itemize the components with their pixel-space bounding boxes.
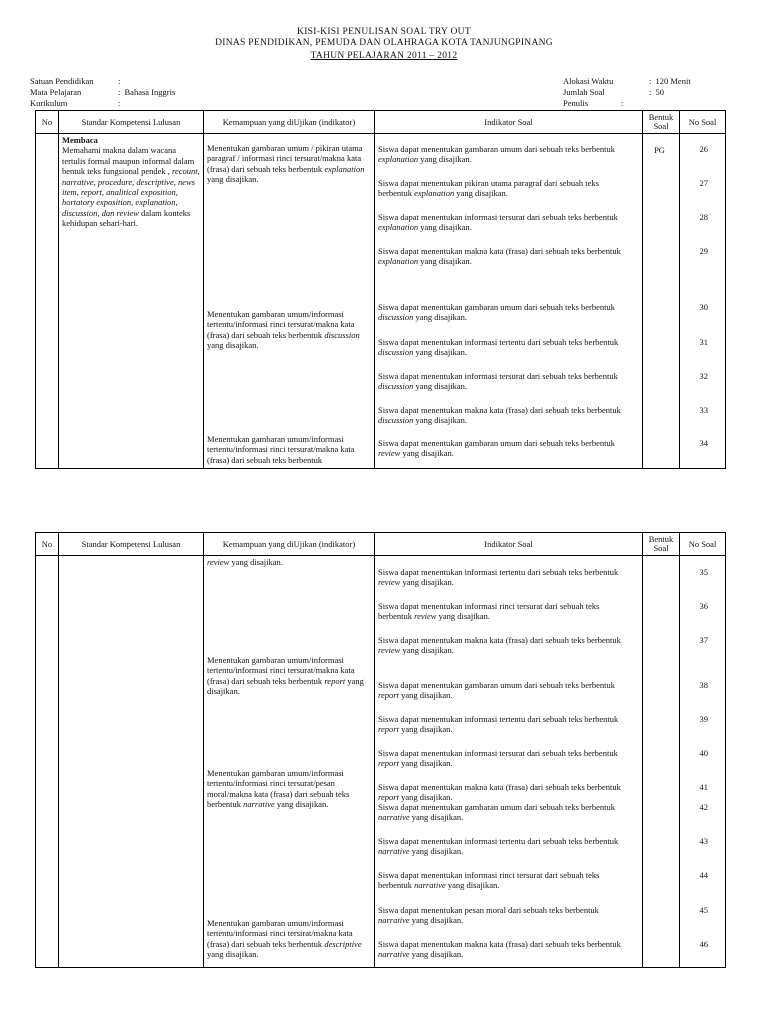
skl-text-a: Memahami makna dalam wacana tertulis formal maupun informal dalam bentuk teks fungsional pendek , — [62, 145, 195, 177]
meta-value: 120 Menit — [655, 76, 691, 86]
skl-text-b: dalam konteks kehidupan sehari-hari. — [62, 207, 191, 229]
no-soal-value: 43 — [699, 836, 708, 846]
indikator-genre: review — [378, 645, 401, 656]
kemampuan-genre: explanation — [324, 163, 365, 174]
kisi-table-2 — [35, 532, 726, 968]
indikator-row — [378, 371, 628, 392]
kemampuan-review — [207, 434, 371, 465]
no-soal-value: 34 — [699, 438, 708, 448]
indikator-row — [378, 680, 628, 701]
meta-satuan: Satuan Pendidikan : — [30, 76, 121, 86]
kemampuan-text: Menentukan gambaran umum/informasi tertentu/informasi rinci tersurat/makna kata (frasa) dari sebuah teks berbentuk — [207, 655, 355, 686]
indikator-text: yang disajikan. — [398, 758, 453, 769]
indikator-genre: report — [378, 792, 399, 803]
kemampuan-genre: discussion — [324, 329, 360, 340]
header-no: No — [41, 116, 53, 127]
kemampuan-text: yang disajikan. — [207, 174, 259, 185]
bentuk-soal-value: PG — [654, 145, 665, 155]
header-kemampuan: Kemampuan yang diUjikan (indikator) — [222, 538, 356, 549]
indikator-row — [378, 802, 628, 823]
indikator-text: Siswa dapat menentukan pesan moral dari sebuah teks berbentuk — [378, 905, 599, 915]
indikator-genre: discussion — [378, 347, 414, 358]
no-soal-value: 40 — [699, 748, 708, 758]
indikator-text: Siswa dapat menentukan informasi tersurat dari sebuah teks berbentuk — [378, 371, 618, 381]
indikator-text: yang disajikan. — [436, 611, 491, 622]
indikator-text: Siswa dapat menentukan informasi tersurat dari sebuah teks berbentuk — [378, 748, 618, 758]
indikator-row — [378, 144, 628, 165]
indikator-text: Siswa dapat menentukan makna kata (frasa) dari sebuah teks berbentuk — [378, 635, 621, 645]
no-soal-value: 35 — [699, 567, 708, 577]
indikator-genre: review — [378, 577, 401, 588]
header-no-soal: No Soal — [688, 116, 717, 127]
kemampuan-text: Menentukan gambaran umum/informasi tertentu/informasi rinci tersirat/makna kata (frasa) dari sebuah teks berbentuk — [207, 918, 353, 949]
no-soal-value: 28 — [699, 212, 708, 222]
no-soal-value: 42 — [699, 802, 708, 812]
indikator-text: Siswa dapat menentukan informasi tersurat dari sebuah teks berbentuk — [378, 212, 618, 222]
indikator-genre: report — [378, 690, 399, 701]
no-soal-value: 37 — [699, 635, 708, 645]
indikator-row — [378, 836, 628, 857]
indikator-genre: narrative — [378, 812, 410, 823]
indikator-text: yang disajikan. — [409, 846, 464, 857]
indikator-row — [378, 714, 628, 735]
kemampuan-genre: review — [207, 557, 230, 567]
indikator-genre: explanation — [378, 154, 419, 165]
indikator-text: yang disajikan. — [413, 312, 468, 323]
meta-jumlah: Jumlah Soal : 50 — [563, 87, 664, 97]
no-soal-value: 41 — [699, 782, 708, 792]
indikator-text: yang disajikan. — [413, 415, 468, 426]
kemampuan-text: yang disajikan. — [207, 949, 259, 960]
indikator-row — [378, 870, 628, 891]
kemampuan-text: yang disajikan. — [229, 557, 283, 567]
indikator-genre: review — [378, 448, 401, 459]
meta-label: Jumlah Soal — [563, 87, 605, 97]
meta-value: 50 — [655, 87, 664, 97]
indikator-text: yang disajikan. — [413, 381, 468, 392]
header-bentuk: Bentuk Soal — [648, 534, 674, 553]
indikator-row — [378, 438, 628, 459]
kemampuan-narrative — [207, 768, 371, 810]
meta-kurikulum: Kurikulum : — [30, 98, 121, 108]
no-soal-value: 38 — [699, 680, 708, 690]
indikator-row — [378, 178, 628, 199]
indikator-genre: explanation — [378, 256, 419, 267]
meta-penulis: Penulis : — [563, 98, 624, 108]
kisi-table-1 — [35, 110, 726, 469]
indikator-text: yang disajikan. — [400, 577, 454, 588]
indikator-row — [378, 905, 628, 926]
indikator-text: yang disajikan. — [409, 915, 464, 926]
doc-title-line1: KISI-KISI PENULISAN SOAL TRY OUT — [297, 27, 471, 37]
meta-label: Mata Pelajaran — [30, 87, 82, 97]
no-soal-value: 36 — [699, 601, 708, 611]
indikator-text: yang disajikan. — [398, 690, 453, 701]
indikator-text: yang disajikan. — [413, 347, 468, 358]
indikator-text: yang disajikan. — [418, 154, 472, 165]
indikator-genre: report — [378, 724, 399, 735]
indikator-text: yang disajikan. — [409, 949, 464, 960]
no-soal-value: 29 — [699, 246, 708, 256]
kemampuan-genre: descriptive — [324, 938, 362, 949]
meta-label: Penulis — [563, 98, 589, 108]
meta-alokasi: Alokasi Waktu : 120 Menit — [563, 76, 691, 86]
indikator-text: Siswa dapat menentukan makna kata (frasa) dari sebuah teks berbentuk — [378, 405, 621, 415]
header-no: No — [41, 538, 53, 549]
indikator-text: Siswa dapat menentukan gambaran umum dari sebuah teks berbentuk — [378, 144, 615, 154]
no-soal-value: 26 — [699, 144, 708, 154]
meta-label: Satuan Pendidikan — [30, 76, 94, 86]
indikator-genre: narrative — [378, 949, 410, 960]
indikator-text: yang disajikan. — [454, 188, 508, 199]
indikator-text: Siswa dapat menentukan informasi tertentu dari sebuah teks berbentuk — [378, 567, 619, 577]
skl-heading: Membaca — [62, 135, 98, 145]
kemampuan-discussion — [207, 309, 371, 351]
meta-mapel: Mata Pelajaran : Bahasa Inggris — [30, 87, 176, 97]
indikator-genre: explanation — [414, 188, 455, 199]
indikator-text: Siswa dapat menentukan informasi rinci tersurat dari sebuah teks berbentuk — [378, 601, 600, 622]
header-kemampuan: Kemampuan yang diUjikan (indikator) — [222, 116, 356, 127]
indikator-text: Siswa dapat menentukan pikiran utama paragraf dari sebuah teks berbentuk — [378, 178, 599, 199]
indikator-text: Siswa dapat menentukan gambaran umum dari sebuah teks berbentuk — [378, 680, 615, 690]
indikator-genre: review — [414, 611, 437, 622]
indikator-text: Siswa dapat menentukan gambaran umum dari sebuah teks berbentuk — [378, 438, 615, 448]
no-soal-value: 31 — [699, 337, 708, 347]
kemampuan-descriptive — [207, 918, 371, 960]
no-soal-value: 39 — [699, 714, 708, 724]
kemampuan-review-cont — [207, 557, 371, 567]
meta-label: Kurikulum — [30, 98, 68, 108]
indikator-text: yang disajikan. — [400, 448, 454, 459]
header-indikator: Indikator Soal — [484, 116, 533, 127]
indikator-text: Siswa dapat menentukan gambaran umum dari sebuah teks berbentuk — [378, 802, 615, 812]
indikator-genre: discussion — [378, 381, 414, 392]
no-soal-value: 44 — [699, 870, 708, 880]
indikator-text: Siswa dapat menentukan informasi tertentu dari sebuah teks berbentuk — [378, 337, 619, 347]
indikator-genre: discussion — [378, 415, 414, 426]
no-soal-value: 46 — [699, 939, 708, 949]
indikator-text: Siswa dapat menentukan makna kata (frasa) dari sebuah teks berbentuk — [378, 246, 621, 256]
kemampuan-report — [207, 655, 371, 697]
meta-value: Bahasa Inggris — [124, 87, 176, 97]
indikator-row — [378, 782, 628, 803]
indikator-text: yang disajikan. — [418, 256, 472, 267]
kemampuan-text: Menentukan gambaran umum / pikiran utama paragraf / informasi rinci tersurat/makna kata (frasa) dari sebuah teks berbentuk — [207, 143, 363, 174]
indikator-row — [378, 601, 628, 622]
kemampuan-text: yang disajikan. — [207, 675, 364, 697]
indikator-row — [378, 246, 628, 267]
indikator-row — [378, 567, 628, 588]
indikator-genre: narrative — [414, 880, 446, 891]
skl-genres: recount, narrative, procedure, descriptive, news item, report, analitical exposition, hortatory exposition, explanation, discussion, dan review — [62, 166, 200, 218]
indikator-row — [378, 337, 628, 358]
indikator-text: Siswa dapat menentukan informasi rinci tersurat dari sebuah teks berbentuk — [378, 870, 600, 891]
header-skl: Standar Kompetensi Lulusan — [81, 538, 181, 549]
kemampuan-text: Menentukan gambaran umum/informasi tertentu/informasi rinci tersurat/makna kata (frasa) dari sebuah teks berbentuk — [207, 309, 355, 340]
indikator-text: yang disajikan. — [445, 880, 500, 891]
indikator-row — [378, 212, 628, 233]
kemampuan-genre: narrative — [243, 799, 275, 810]
indikator-row — [378, 748, 628, 769]
indikator-row — [378, 405, 628, 426]
indikator-text: Siswa dapat menentukan makna kata (frasa) dari sebuah teks berbentuk — [378, 939, 621, 949]
no-soal-value: 32 — [699, 371, 708, 381]
skl-text — [62, 135, 200, 229]
indikator-text: yang disajikan. — [400, 645, 454, 656]
kemampuan-genre: report — [324, 675, 346, 686]
indikator-row — [378, 302, 628, 323]
kemampuan-text: yang disajikan. — [274, 799, 329, 810]
indikator-text: yang disajikan. — [398, 724, 453, 735]
indikator-text: Siswa dapat menentukan makna kata (frasa) dari sebuah teks berbentuk — [378, 782, 621, 792]
indikator-text: yang disajikan. — [409, 812, 464, 823]
kemampuan-text: Menentukan gambaran umum/informasi tertentu/informasi rinci tersurat/makna kata (frasa) dari sebuah teks berbentuk — [207, 434, 355, 465]
indikator-text: Siswa dapat menentukan informasi tertentu dari sebuah teks berbentuk — [378, 836, 619, 846]
no-soal-value: 45 — [699, 905, 708, 915]
doc-title-line2: DINAS PENDIDIKAN, PEMUDA DAN OLAHRAGA KOTA TANJUNGPINANG — [215, 38, 553, 48]
indikator-text: Siswa dapat menentukan gambaran umum dari sebuah teks berbentuk — [378, 302, 615, 312]
header-no-soal: No Soal — [688, 538, 717, 549]
indikator-text: yang disajikan. — [398, 792, 453, 803]
indikator-text: Siswa dapat menentukan informasi tertentu dari sebuah teks berbentuk — [378, 714, 619, 724]
indikator-genre: report — [378, 758, 399, 769]
indikator-row — [378, 939, 628, 960]
indikator-genre: discussion — [378, 312, 414, 323]
header-indikator: Indikator Soal — [484, 538, 533, 549]
kemampuan-text: Menentukan gambaran umum/informasi tertentu/informasi rinci tersurat/pesan moral/makna kata (frasa) dari sebuah teks berbentuk — [207, 768, 350, 810]
header-bentuk: Bentuk Soal — [648, 112, 674, 131]
meta-label: Alokasi Waktu — [563, 76, 614, 86]
indikator-genre: narrative — [378, 846, 410, 857]
kemampuan-text: yang disajikan. — [207, 340, 259, 351]
header-skl: Standar Kompetensi Lulusan — [81, 116, 181, 127]
no-soal-value: 27 — [699, 178, 708, 188]
kemampuan-explanation — [207, 143, 371, 185]
indikator-text: yang disajikan. — [418, 222, 472, 233]
no-soal-value: 30 — [699, 302, 708, 312]
indikator-genre: explanation — [378, 222, 419, 233]
doc-title-line3: TAHUN PELAJARAN 2011 – 2012 — [310, 51, 458, 61]
indikator-genre: narrative — [378, 915, 410, 926]
indikator-row — [378, 635, 628, 656]
no-soal-value: 33 — [699, 405, 708, 415]
